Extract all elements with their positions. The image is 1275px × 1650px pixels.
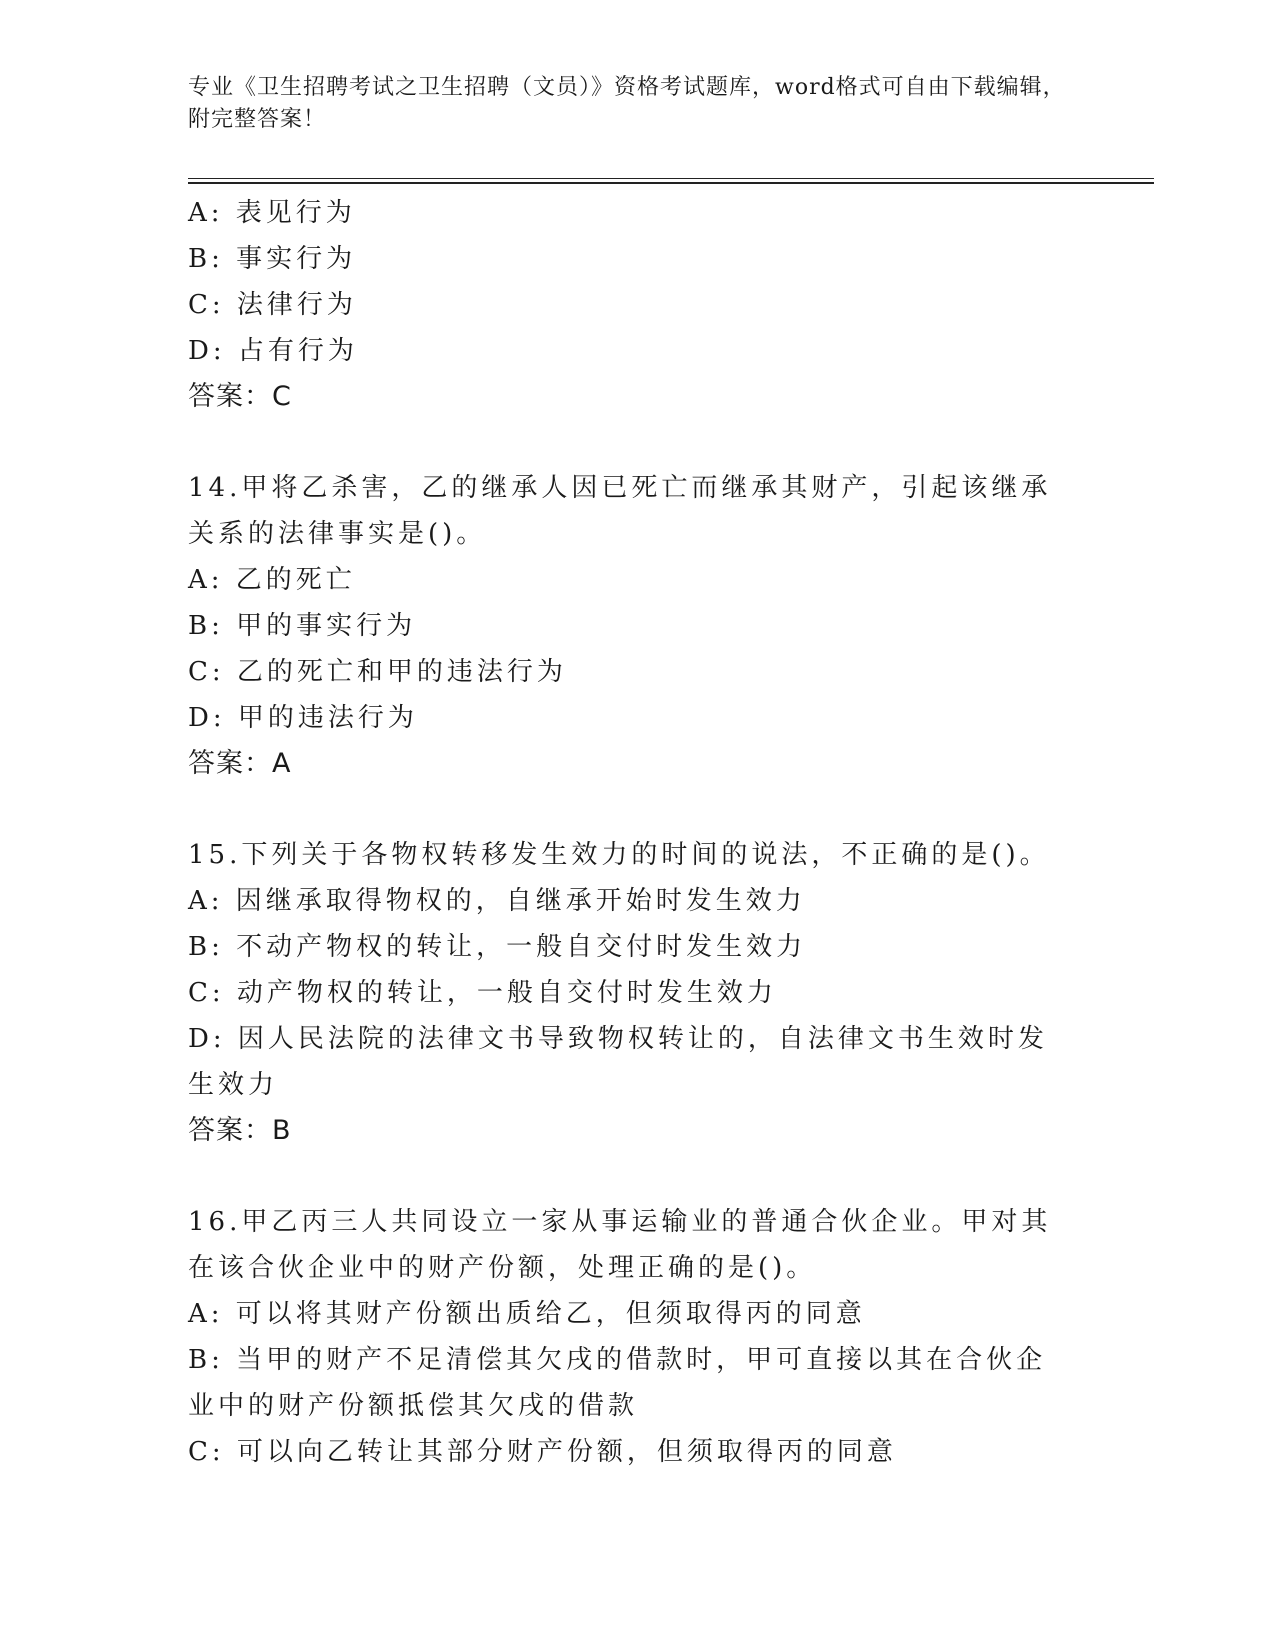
option-c: C: 乙的死亡和甲的违法行为 [188,657,567,687]
header-rule-thin [188,178,1154,179]
question-16 [188,1199,1068,1475]
option-a: A: 可以将其财产份额出质给乙，但须取得丙的同意 [188,1299,866,1329]
option-d: D: 甲的违法行为 [188,703,418,733]
question-content [188,190,1068,1475]
option-b: B: 当甲的财产不足清偿其欠戌的借款时，甲可直接以其在合伙企业中的财产份额抵偿其欠戌的借款 [188,1345,1047,1421]
option-c: C: 可以向乙转让其部分财产份额，但须取得丙的同意 [188,1437,897,1467]
spacer [188,420,1068,465]
question-stem: 15.下列关于各物权转移发生效力的时间的说法，不正确的是()。 [188,840,1050,870]
option-b: B: 事实行为 [188,244,357,274]
option-b: B: 不动产物权的转让，一般自交付时发生效力 [188,932,807,962]
question-13 [188,190,1068,420]
option-c: C: 动产物权的转让，一般自交付时发生效力 [188,978,777,1008]
question-stem: 14.甲将乙杀害，乙的继承人因已死亡而继承其财产，引起该继承关系的法律事实是()。 [188,473,1052,549]
question-14 [188,465,1068,787]
answer: 答案：C [188,381,292,412]
option-a: A: 因继承取得物权的，自继承开始时发生效力 [188,886,806,916]
header-rule-thick [188,182,1154,184]
question-15 [188,832,1068,1154]
option-c: C: 法律行为 [188,290,357,320]
option-a: A: 乙的死亡 [188,565,356,595]
question-stem: 16.甲乙丙三人共同设立一家从事运输业的普通合伙企业。甲对其在该合伙企业中的财产份额，处理正确的是()。 [188,1207,1052,1283]
option-b: B: 甲的事实行为 [188,611,417,641]
option-d: D: 因人民法院的法律文书导致物权转让的，自法律文书生效时发生效力 [188,1024,1048,1100]
spacer [188,787,1068,832]
answer: 答案：B [188,1115,292,1146]
answer: 答案：A [188,748,292,779]
document-header: 专业《卫生招聘考试之卫生招聘（文员）》资格考试题库，word格式可自由下载编辑，附完整答案！ [188,75,1066,132]
option-a: A: 表见行为 [188,198,356,228]
spacer [188,1154,1068,1199]
option-d: D: 占有行为 [188,336,358,366]
